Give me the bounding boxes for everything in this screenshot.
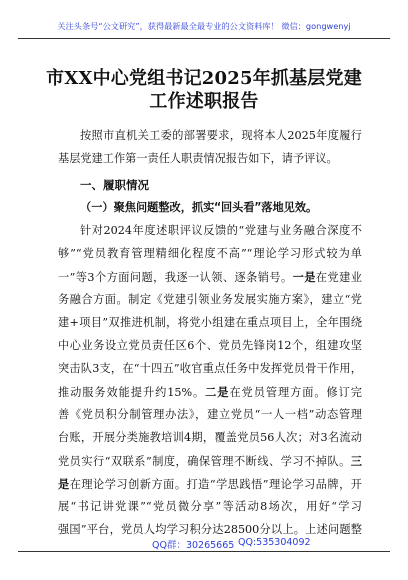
page-header-banner: 关注头条号“公文研究”，获得最新最全最专业的公文资料库！ 微信：gongwenyj xyxy=(57,21,351,31)
body-line: 中心业务设立党员责任区6个、党员先锋岗12个，组建攻坚 xyxy=(58,339,362,352)
intro-paragraph-line-1: 按照市直机关工委的部署要求，现将本人2025年度履行 xyxy=(80,129,362,142)
document-title-line-2: 工作述职报告 xyxy=(149,91,259,112)
body-line xyxy=(58,452,362,470)
body-line xyxy=(58,383,362,401)
body-text: 党员实行“双联系”制度，确保管理不断线、学习不掉队。 xyxy=(58,455,351,468)
intro-paragraph-line-2: 基层党建工作第一责任人职责情况报告如下，请予评议。 xyxy=(58,152,338,165)
emphasis-second-point: 二是 xyxy=(205,385,230,399)
body-line: 务融合方面。制定《党建引领业务发展实施方案》，建立“党 xyxy=(58,293,362,306)
emphasis-third-point-part-2: 是 xyxy=(58,477,70,491)
body-line xyxy=(58,475,362,493)
body-line: 针对2024年度述职评议反馈的“党建与业务融合深度不 xyxy=(80,224,362,237)
body-text: 在理论学习创新方面。打造“学思践悟”理论学习品牌，开 xyxy=(69,478,362,491)
body-line: 够”“党员教育管理精细化程度不高”“理论学习形式较为单 xyxy=(58,247,362,260)
body-text: 一”等3个方面问题，我逐一认领、逐条销号。 xyxy=(58,271,293,284)
body-line: 突击队3支，在“十四五”收官重点任务中发挥党员骨干作用， xyxy=(58,362,362,375)
body-line: 台账，开展分类施教培训4期，覆盖党员56人次；对3名流动 xyxy=(58,431,362,444)
body-line: 善《党员积分制管理办法》，建立党员“一人一档”动态管理 xyxy=(58,408,362,421)
footer-qq-group: QQ群：30265665 xyxy=(152,540,235,551)
document-title-line-1: 市XX中心党组书记2025年抓基层党建 xyxy=(46,68,362,89)
section-subheading: （一）聚焦问题整改，抓实“回头看”落地见效。 xyxy=(80,201,318,214)
body-line: 强国”平台，党员人均学习积分达28500分以上。上述问题整 xyxy=(58,523,362,536)
section-heading: 一、履职情况 xyxy=(80,178,149,192)
body-line: 建+项目”双推进机制，将党小组建在重点项目上，全年围绕 xyxy=(58,316,362,329)
body-text: 在党建业 xyxy=(315,271,362,284)
footer-divider xyxy=(18,551,390,552)
page-footer xyxy=(0,537,408,551)
body-text: 推动服务效能提升约15%。 xyxy=(58,386,206,399)
emphasis-third-point-part-1: 三 xyxy=(350,454,362,468)
body-line: 展“书记讲党课”“党员微分享”等活动8场次，用好“学习 xyxy=(58,500,362,513)
body-text: 在党员管理方面。修订完 xyxy=(229,386,362,399)
footer-qq: QQ:535304092 xyxy=(238,537,311,548)
body-line xyxy=(58,268,362,286)
header-divider xyxy=(18,38,390,39)
emphasis-first-point: 一是 xyxy=(292,270,316,284)
